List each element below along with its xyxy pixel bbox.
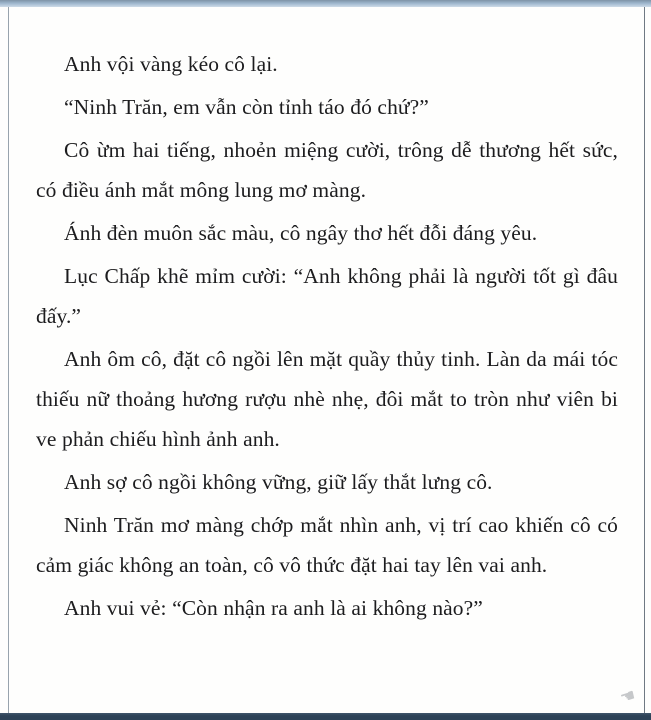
paragraph: Anh sợ cô ngồi không vững, giữ lấy thắt lưng cô. — [64, 470, 493, 494]
paragraph: Ánh đèn muôn sắc màu, cô ngây thơ hết đỗi đáng yêu. — [64, 221, 538, 245]
window-top-edge — [0, 0, 651, 7]
page-left-border — [8, 7, 9, 713]
paragraph: “Ninh Trăn, em vẫn còn tỉnh táo đó chứ?” — [64, 95, 429, 119]
paragraph: Anh vội vàng kéo cô lại. — [64, 52, 278, 76]
paragraph: Anh vui vẻ: “Còn nhận ra anh là ai không nào?” — [64, 596, 483, 620]
paragraph: Cô ừm hai tiếng, nhoẻn miệng cười, trông dễ thương hết sức, có điều ánh mắt mông lung mơ màng. — [36, 138, 618, 202]
paragraph: Anh ôm cô, đặt cô ngồi lên mặt quầy thủy tinh. Làn da mái tóc thiếu nữ thoảng hương rượu nhè nhẹ, đôi mắt to tròn như viên bi ve phản chiếu hình ảnh anh. — [36, 347, 618, 451]
paragraph: Ninh Trăn mơ màng chớp mắt nhìn anh, vị trí cao khiến cô có cảm giác không an toàn, cô vô thức đặt hai tay lên vai anh. — [36, 513, 618, 577]
hand-cursor-icon: ☚ — [617, 685, 639, 709]
page-right-border — [644, 7, 645, 713]
window-bottom-edge — [0, 713, 651, 720]
page-text — [36, 44, 618, 631]
paragraph: Lục Chấp khẽ mỉm cười: “Anh không phải là người tốt gì đâu đấy.” — [36, 264, 618, 328]
